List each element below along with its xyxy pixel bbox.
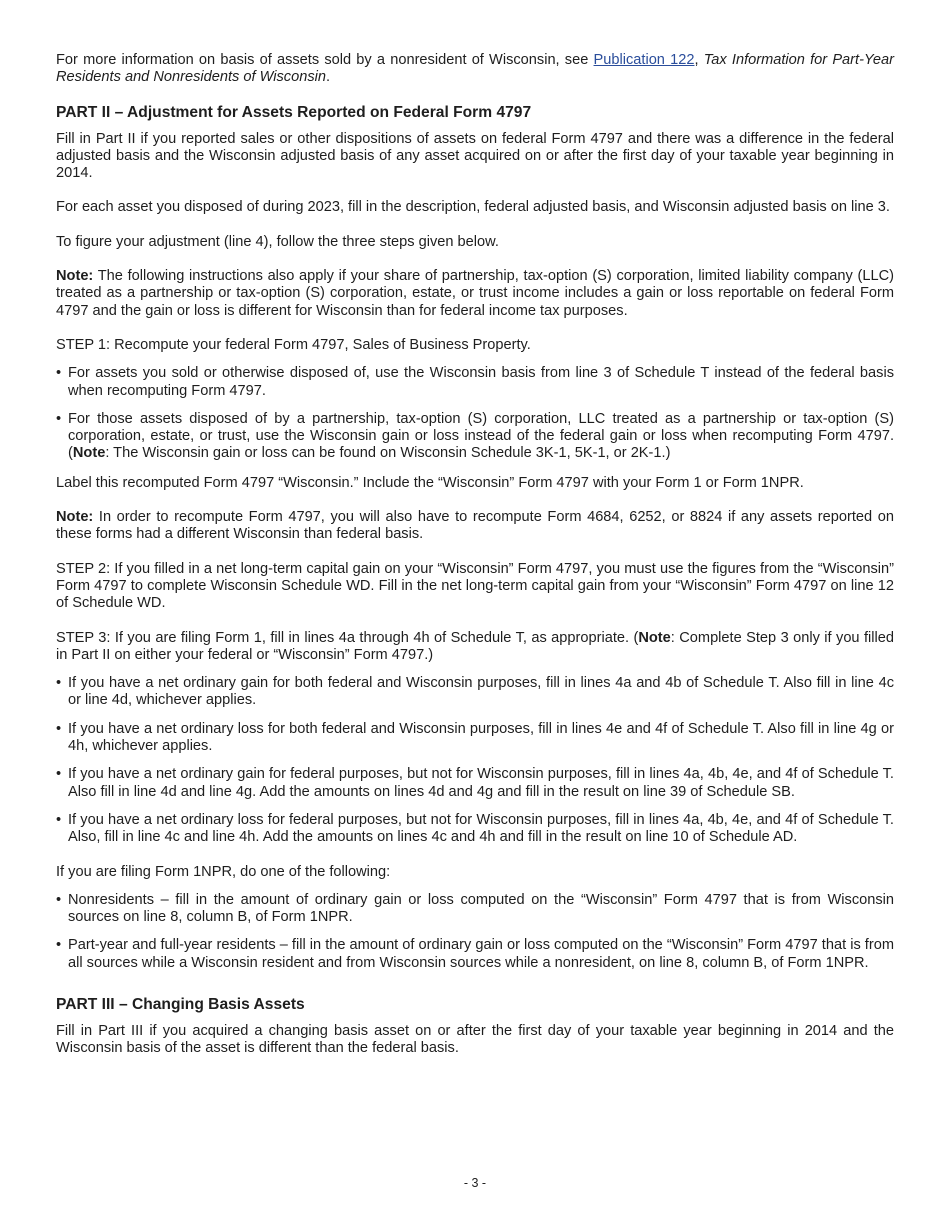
intro-text: For more information on basis of assets sold by a nonresident of Wisconsin, see — [56, 52, 594, 68]
bullet-icon: • — [56, 811, 62, 828]
list-item-text: Nonresidents – fill in the amount of ordinary gain or loss computed on the “Wisconsin” Form 4797 that is from Wisconsin sources on line 8, column B, of Form 1NPR. — [68, 891, 894, 926]
note-label: Note: — [56, 268, 94, 285]
list-item-text: For those assets disposed of by a partnership, tax-option (S) corporation, LLC treated as a partnership or tax-option (S) corporation, estate, or trust, use the Wisconsin gain or loss instead of the federal gain or loss when recomputing Form 4797. ( — [68, 410, 894, 462]
step-3-note-text: : Complete Step 3 only if you filled in Part II on either your federal or “Wisconsin” Form 4797.) — [56, 629, 894, 663]
npr-list — [56, 892, 894, 972]
bullet-icon: • — [56, 937, 62, 954]
step-3-list — [56, 675, 894, 846]
part2-note-1 — [56, 268, 894, 320]
part3-paragraph-1: Fill in Part III if you acquired a changing basis asset on or after the first day of your taxable year beginning in 2014 and the Wisconsin basis of the asset is different than the federal basis. — [56, 1022, 894, 1057]
list-item — [56, 721, 894, 756]
part2-paragraph-3: To figure your adjustment (line 4), follow the three steps given below. — [56, 233, 499, 250]
label-instruction: Label this recomputed Form 4797 “Wisconsin.” Include the “Wisconsin” Form 4797 with your Form 1 or Form 1NPR. — [56, 474, 804, 491]
document-page — [56, 52, 894, 1058]
note-label: Note: — [56, 509, 94, 526]
list-item — [56, 365, 894, 400]
npr-intro: If you are filing Form 1NPR, do one of the following: — [56, 863, 391, 880]
list-item-text: If you have a net ordinary gain for federal purposes, but not for Wisconsin purposes, fill in lines 4a, 4b, 4e, and 4f of Schedule T. Also fill in line 4d and line 4g. Add the amounts on lines 4d and 4g and fill in the result on line 39 of Schedule SB. — [68, 766, 894, 800]
list-item-text: If you have a net ordinary loss for federal purposes, but not for Wisconsin purposes, fill in lines 4a, 4b, 4e, and 4f of Schedule T. Also, fill in line 4c and line 4h. Add the amounts on lines 4c and 4h and fill in the result on line 10 of Schedule AD. — [68, 811, 894, 846]
list-item-text: If you have a net ordinary gain for both federal and Wisconsin purposes, fill in lines 4a and 4b of Schedule T. Also fill in line 4c or line 4d, whichever applies. — [68, 675, 894, 709]
list-item — [56, 937, 894, 972]
note-label: Note — [638, 629, 671, 646]
part2-note-2 — [56, 509, 894, 544]
bullet-icon: • — [56, 766, 62, 783]
intro-end: . — [326, 69, 331, 86]
list-item-text: : The Wisconsin gain or loss can be found on Wisconsin Schedule 3K-1, 5K-1, or 2K-1.) — [105, 445, 671, 462]
step-3-text — [56, 630, 894, 665]
bullet-icon: • — [56, 365, 62, 382]
list-item — [56, 892, 894, 927]
list-item-text: For assets you sold or otherwise disposed of, use the Wisconsin basis from line 3 of Schedule T instead of the federal basis when recomputing Form 4797. — [68, 365, 894, 399]
part2-paragraph-1: Fill in Part II if you reported sales or other dispositions of assets on federal Form 4797 and there was a difference in the federal adjusted basis and the Wisconsin adjusted basis of any asset acquired on or after the first day of your taxable year beginning in 2014. — [56, 130, 894, 182]
bullet-icon: • — [56, 720, 62, 737]
step-2-text: STEP 2: If you filled in a net long-term capital gain on your “Wisconsin” Form 4797, you must use the figures from the “Wisconsin” Form 4797 to complete Wisconsin Schedule WD. Fill in the net long-term capital gain from your “Wisconsin” Form 4797 on line 12 of Schedule WD. — [56, 560, 894, 612]
part3-heading: PART III – Changing Basis Assets — [56, 995, 305, 1013]
publication-title: Tax Information for Part-Year Residents and Nonresidents of Wisconsin — [56, 52, 894, 86]
bullet-icon: • — [56, 675, 62, 692]
step-3-intro: STEP 3: If you are filing Form 1, fill in lines 4a through 4h of Schedule T, as appropriate. ( — [56, 629, 639, 646]
list-item-text: If you have a net ordinary loss for both federal and Wisconsin purposes, fill in lines 4e and 4f of Schedule T. Also fill in line 4g or 4h, whichever applies. — [68, 720, 894, 755]
note-label: Note — [72, 445, 106, 462]
list-item — [56, 675, 894, 710]
bullet-icon: • — [56, 891, 62, 908]
step-1-text: STEP 1: Recompute your federal Form 4797, Sales of Business Property. — [56, 336, 531, 353]
list-item-text: Part-year and full-year residents – fill in the amount of ordinary gain or loss computed on the “Wisconsin” Form 4797 that is from all sources while a Wisconsin resident and from Wisconsin sources while a nonresident, on line 8, column B, of Form 1NPR. — [68, 937, 894, 971]
intro-paragraph — [56, 52, 894, 87]
note-text: In order to recompute Form 4797, you will also have to recompute Form 4684, 6252, or 8824 if any assets reported on these forms had a different Wisconsin than federal basis. — [56, 509, 894, 543]
publication-122-link[interactable]: Publication 122 — [593, 52, 695, 68]
intro-comma: , — [694, 52, 704, 68]
part2-paragraph-2: For each asset you disposed of during 2023, fill in the description, federal adjusted basis, and Wisconsin adjusted basis on line 3. — [56, 199, 890, 216]
list-item — [56, 766, 894, 801]
page-number: - 3 - — [463, 1176, 487, 1190]
step-1-list — [56, 365, 894, 462]
list-item — [56, 411, 894, 463]
part2-heading: PART II – Adjustment for Assets Reported on Federal Form 4797 — [56, 103, 532, 121]
bullet-icon: • — [56, 410, 62, 427]
list-item — [56, 812, 894, 847]
note-text: The following instructions also apply if your share of partnership, tax-option (S) corporation, limited liability company (LLC) treated as a partnership or tax-option (S) corporation, estate, or trust income includes a gain or loss reportable on federal Form 4797 and the gain or loss is different for Wisconsin than for federal income tax purposes. — [56, 268, 894, 319]
